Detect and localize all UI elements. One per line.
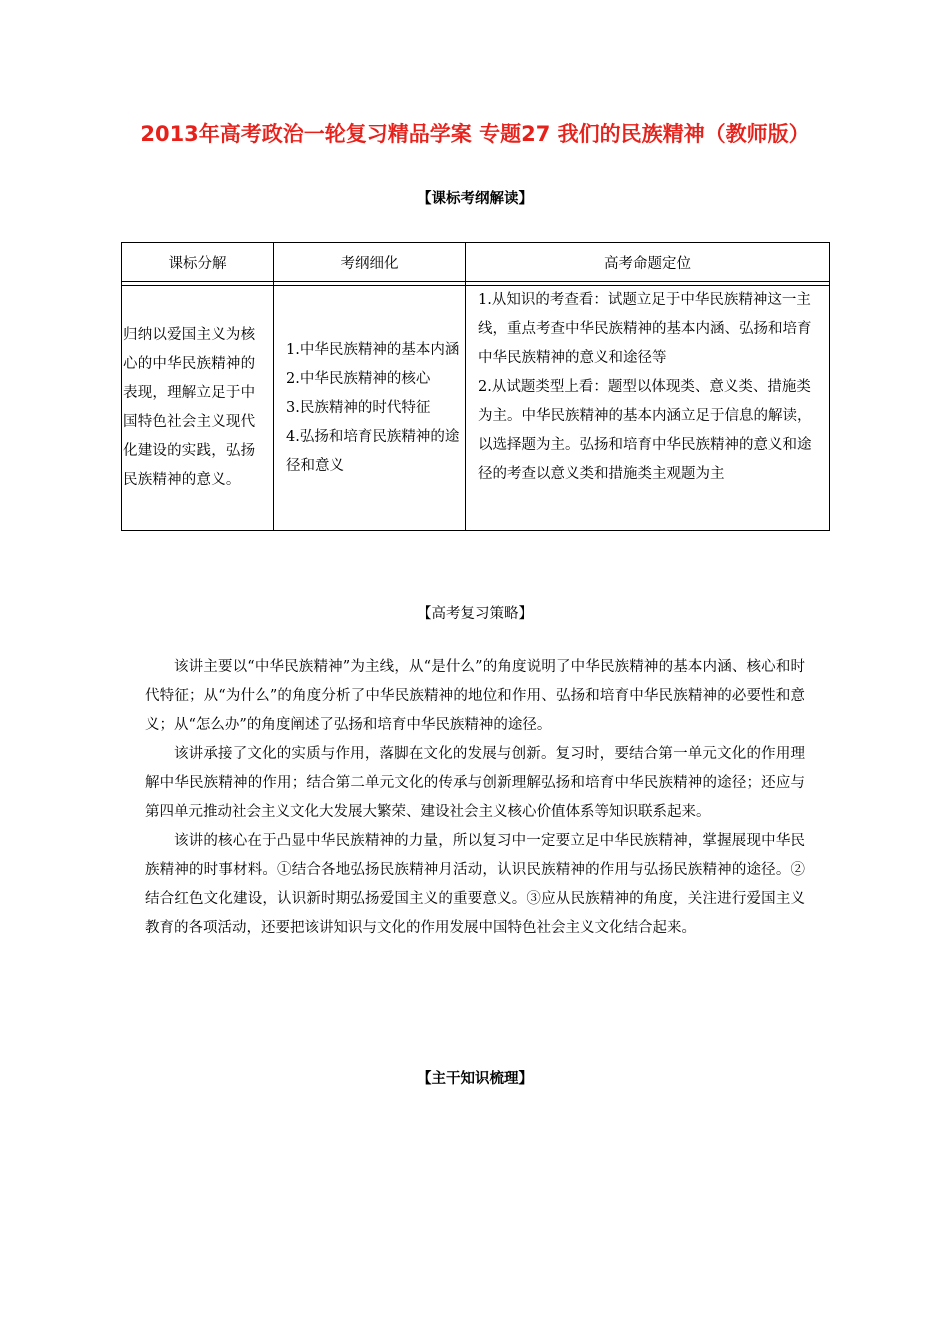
outline-heading: 【课标考纲解读】 [417,191,533,207]
strategy-paragraph: 该讲主要以“中华民族精神”为主线，从“是什么”的角度说明了中华民族精神的基本内涵、核心和时代特征；从“为什么”的角度分析了中华民族精神的地位和作用、弘扬和培育中华民族精神的必要性和意义；从“怎么办”的角度阐述了弘扬和培育中华民族精神的途径。 [145,659,805,733]
table-row [122,286,830,531]
header-standard: 课标分解 [122,243,274,282]
standard-text: 归纳以爱国主义为核心的中华民族精神的表现，理解立足于中国特色社会主义现代化建设的实践，弘扬民族精神的意义。 [123,327,256,488]
details-cell [274,286,466,531]
table-header-row [122,243,830,282]
strategy-paragraph: 该讲承接了文化的实质与作用，落脚在文化的发展与创新。复习时，要结合第一单元文化的作用理解中华民族精神的作用；结合第二单元文化的传承与创新理解弘扬和培育中华民族精神的途径；还应与第四单元推动社会主义文化大发展大繁荣、建设社会主义核心价值体系等知识联系起来。 [145,746,805,820]
document-title: 2013年高考政治一轮复习精品学案 专题27 我们的民族精神（教师版） [140,122,810,146]
standard-cell [122,286,274,531]
detail-item: 1.中华民族精神的基本内涵 [286,341,460,358]
exam-positioning-item: 2.从试题类型上看：题型以体现类、意义类、措施类为主。中华民族精神的基本内涵立足于信息的解读，以选择题为主。弘扬和培育中华民族精神的意义和途径的考查以意义类和措施类主观题为主 [478,379,812,482]
header-exam-positioning: 高考命题定位 [466,243,830,282]
knowledge-heading: 【主干知识梳理】 [417,1071,533,1087]
exam-positioning-item: 1.从知识的考查看：试题立足于中华民族精神这一主线，重点考查中华民族精神的基本内涵、弘扬和培育中华民族精神的意义和途径等 [478,292,812,366]
strategy-paragraph: 该讲的核心在于凸显中华民族精神的力量，所以复习中一定要立足中华民族精神，掌握展现中华民族精神的时事材料。①结合各地弘扬民族精神月活动，认识民族精神的作用与弘扬民族精神的途径。②结合红色文化建设，认识新时期弘扬爱国主义的重要意义。③应从民族精神的角度，关注进行爱国主义教育的各项活动，还要把该讲知识与文化的作用发展中国特色社会主义文化结合起来。 [145,833,805,936]
strategy-body [145,653,805,943]
detail-item: 2.中华民族精神的核心 [286,370,431,387]
outline-table [121,242,830,531]
strategy-heading: 【高考复习策略】 [417,606,533,622]
header-details: 考纲细化 [274,243,466,282]
exam-positioning-cell [466,286,830,531]
detail-item: 3.民族精神的时代特征 [286,399,431,416]
detail-item: 4.弘扬和培育民族精神的途径和意义 [286,428,460,474]
